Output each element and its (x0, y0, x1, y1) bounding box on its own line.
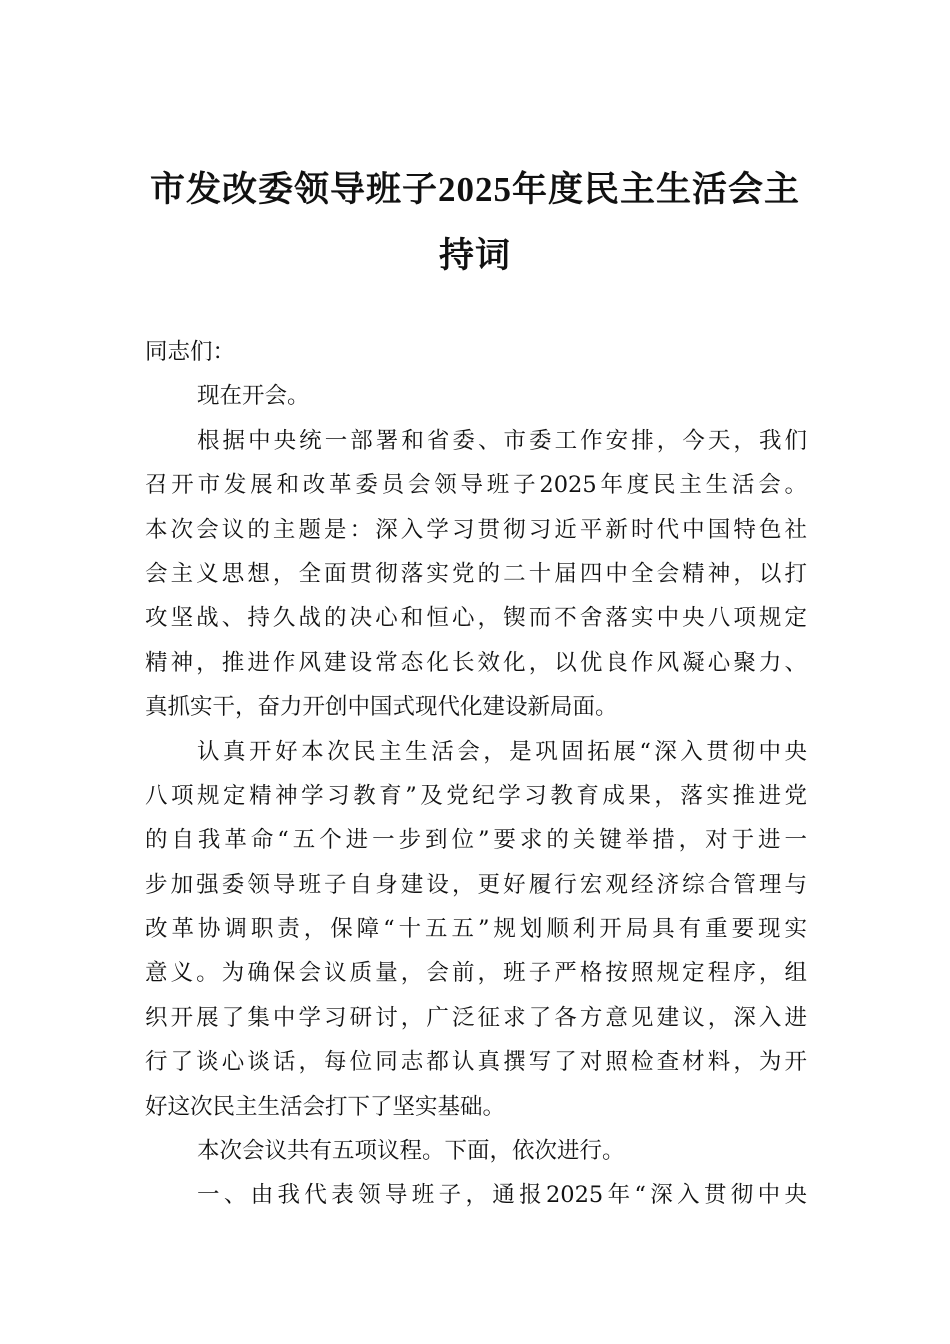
text-line: 步加强委领导班子自身建设，更好履行宏观经济综合管理与 (145, 871, 807, 898)
paragraph (145, 1129, 807, 1173)
text-line: 认真开好本次民主生活会，是巩固拓展“深入贯彻中央 (197, 738, 807, 765)
text-line: 改革协调职责，保障“十五五”规划顺利开局具有重要现实 (145, 916, 807, 943)
text-line: 召开市发展和改革委员会领导班子2025年度民主生活会。 (145, 472, 807, 499)
text-line: 意义。为确保会议质量，会前，班子严格按照规定程序，组 (145, 960, 807, 987)
text-line: 会主义思想，全面贯彻落实党的二十届四中全会精神，以打 (145, 560, 807, 587)
text-line: 织开展了集中学习研讨，广泛征求了各方意见建议，深入进 (145, 1004, 807, 1031)
text-line: 精神，推进作风建设常态化长效化，以优良作风凝心聚力、 (145, 649, 807, 676)
text-line: 根据中央统一部署和省委、市委工作安排，今天，我们 (197, 427, 807, 454)
text-line: 的自我革命“五个进一步到位”要求的关键举措，对于进一 (145, 827, 807, 854)
text-line: 攻坚战、持久战的决心和恒心，锲而不舍落实中央八项规定 (145, 605, 807, 632)
text-line: 本次会议共有五项议程。下面，依次进行。 (197, 1138, 625, 1165)
text-line: 行了谈心谈话，每位同志都认真撰写了对照检查材料，为开 (145, 1049, 807, 1076)
paragraph (145, 374, 807, 418)
text-line: 现在开会。 (197, 383, 310, 410)
document-title-line-2: 持词 (438, 236, 511, 275)
text-line: 好这次民主生活会打下了坚实基础。 (145, 1093, 506, 1120)
text-line: 本次会议的主题是：深入学习贯彻习近平新时代中国特色社 (145, 516, 807, 543)
paragraph (145, 330, 807, 374)
paragraph (145, 419, 807, 730)
text-line: 真抓实干，奋力开创中国式现代化建设新局面。 (145, 694, 618, 721)
text-line: 八项规定精神学习教育”及党纪学习教育成果，落实推进党 (145, 782, 807, 809)
document-body (145, 330, 807, 1218)
paragraph (145, 730, 807, 1130)
paragraph (145, 1173, 807, 1217)
document-title-line-1: 市发改委领导班子2025年度民主生活会主 (149, 170, 800, 209)
text-line: 同志们： (145, 339, 236, 365)
text-line: 一、由我代表领导班子，通报2025年“深入贯彻中央 (197, 1182, 807, 1209)
